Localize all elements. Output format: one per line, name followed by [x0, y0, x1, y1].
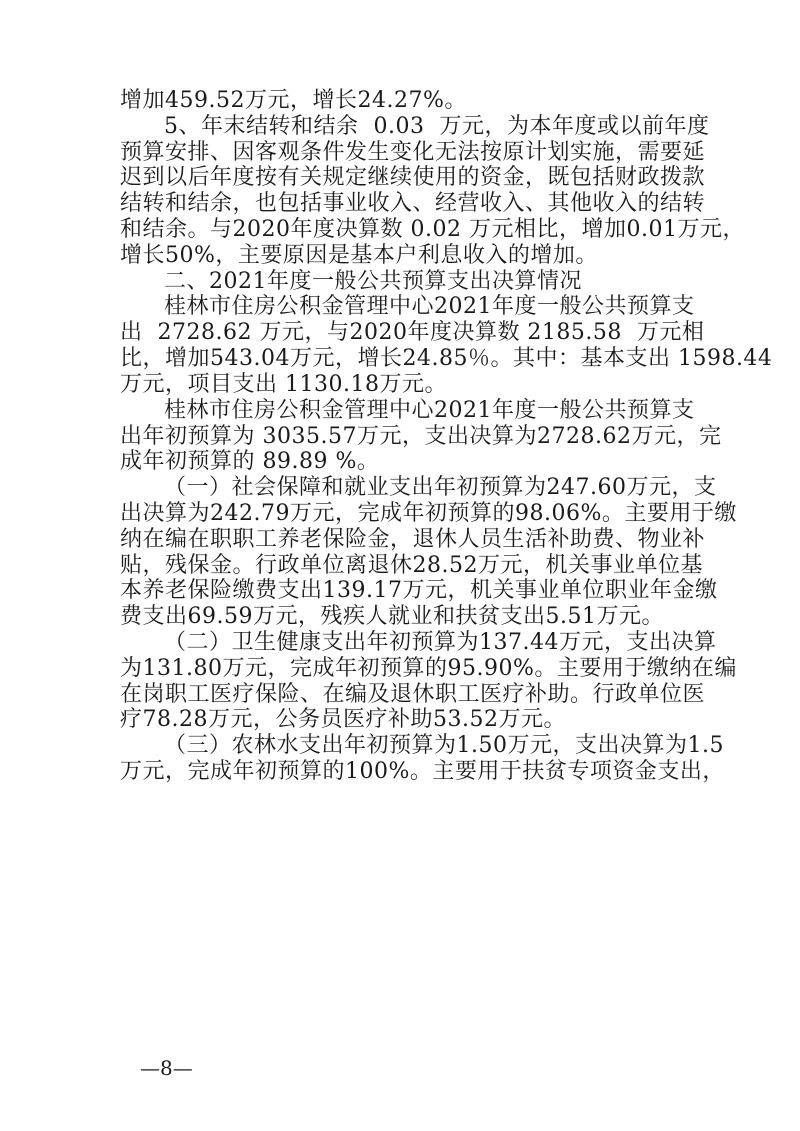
text-line: （二）卫生健康支出年初预算为137.44万元，支出决算 [164, 630, 717, 655]
text-line: 出 2728.62 万元，与2020年度决算数 2185.58 万元相 [120, 320, 705, 345]
text-line: 比，增加543.04万元，增长24.85％。其中：基本支出 1598.44 [120, 346, 773, 371]
text-line: 出决算为242.79万元，完成年初预算的98.06%。主要用于缴 [120, 501, 737, 526]
text-line: 万元，项目支出 1130.18万元。 [120, 372, 447, 397]
text-line: 增长50%，主要原因是基本户利息收入的增加。 [120, 243, 598, 268]
text-line: 在岗职工医疗保险、在编及退休职工医疗补助。行政单位医 [120, 682, 706, 707]
text-line: （三）农林水支出年初预算为1.50万元，支出决算为1.5 [164, 733, 724, 758]
text-line: 为131.80万元，完成年初预算的95.90%。主要用于缴纳在编 [120, 656, 737, 681]
section-heading: 二、2021年度一般公共预算支出决算情况 [164, 269, 582, 294]
text-line: 和结余。与2020年度决算数 0.02 万元相比，增加0.01万元， [120, 217, 745, 242]
text-line: （一）社会保障和就业支出年初预算为247.60万元，支 [164, 475, 717, 500]
text-line: 成年初预算的 89.89 %。 [120, 449, 380, 474]
text-line: 5、年末结转和结余 0.03 万元，为本年度或以前年度 [164, 114, 710, 139]
text-line: 纳在编在职职工养老保险金，退休人员生活补助费、物业补 [120, 527, 706, 552]
text-line: 桂林市住房公积金管理中心2021年度一般公共预算支 [164, 294, 695, 319]
text-line: 迟到以后年度按有关规定继续使用的资金，既包括财政拨款 [120, 165, 706, 190]
text-line: 预算安排、因客观条件发生变化无法按原计划实施，需要延 [120, 140, 706, 165]
text-line: 本养老保险缴费支出139.17万元，机关事业单位职业年金缴 [120, 578, 718, 603]
text-line: 疗78.28万元，公务员医疗补助53.52万元。 [120, 707, 566, 732]
text-line: 费支出69.59万元，残疾人就业和扶贫支出5.51万元。 [120, 604, 664, 629]
text-line: 结转和结余，也包括事业收入、经营收入、其他收入的结转 [120, 191, 706, 216]
text-line: 贴，残保金。行政单位离退休28.52万元，机关事业单位基 [120, 553, 703, 578]
page-number: —8— [140, 1056, 193, 1080]
text-line: 桂林市住房公积金管理中心2021年度一般公共预算支 [164, 398, 695, 423]
text-line: 万元，完成年初预算的100%。主要用于扶贫专项资金支出， [120, 759, 725, 784]
text-line: 出年初预算为 3035.57万元，支出决算为2728.62万元，完 [120, 424, 722, 449]
text-line: 增加459.52万元，增长24.27%。 [120, 88, 467, 113]
